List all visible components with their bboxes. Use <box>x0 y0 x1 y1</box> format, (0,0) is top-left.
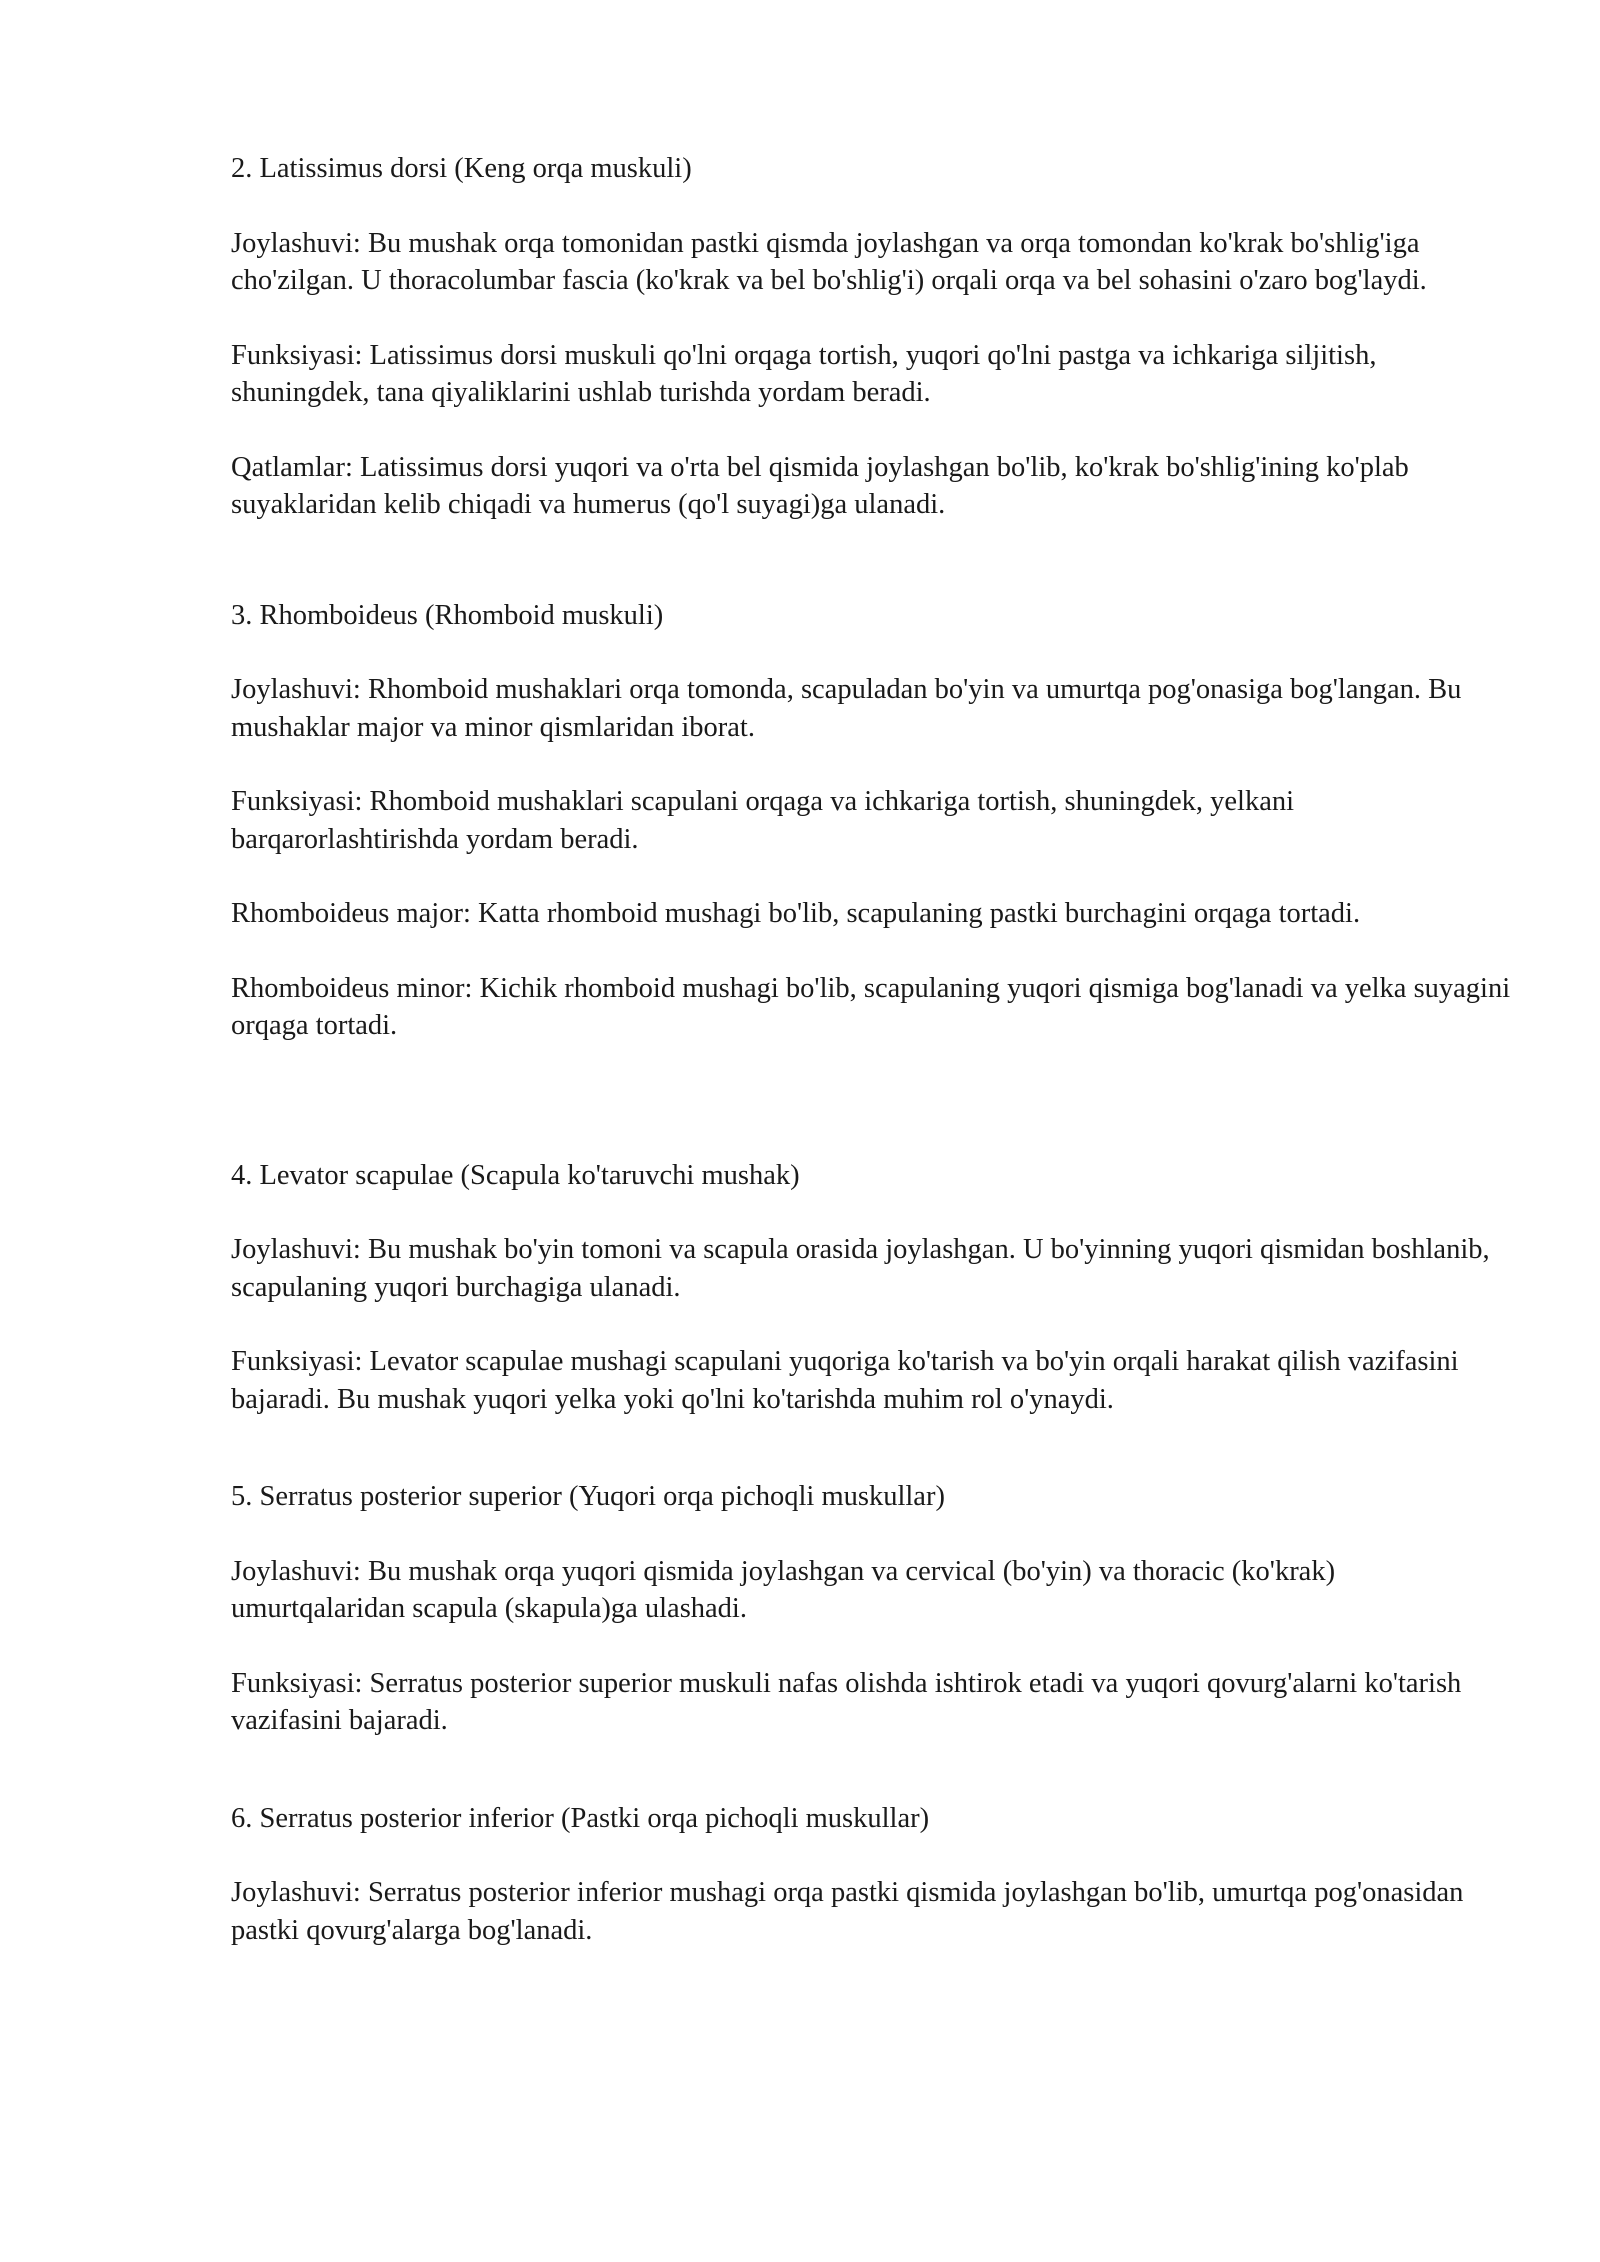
paragraph-levator-function: Funksiyasi: Levator scapulae mushagi scapulani yuqoriga ko'tarish va bo'yin orqali harakat qilish vazifasini bajaradi. Bu mushak yuqori yelka yoki qo'lni ko'tarishda muhim rol o'ynaydi. <box>231 1346 1459 1415</box>
paragraph-rhomboideus-location: Joylashuvi: Rhomboid mushaklari orqa tomonda, scapuladan bo'yin va umurtqa pog'onasiga bog'langan. Bu mushaklar major va minor qismlaridan iborat. <box>231 674 1462 743</box>
paragraph-serratus-inferior-location: Joylashuvi: Serratus posterior inferior mushagi orqa pastki qismida joylashgan bo'lib, umurtqa pog'onasidan pastki qovurg'alarga bog'lanadi. <box>231 1877 1464 1946</box>
paragraph-latissimus-layers: Qatlamlar: Latissimus dorsi yuqori va o'rta bel qismida joylashgan bo'lib, ko'krak bo'shlig'ining ko'plab suyaklaridan kelib chiqadi va humerus (qo'l suyagi)ga ulanadi. <box>231 451 1409 520</box>
paragraph-rhomboideus-major: Rhomboideus major: Katta rhomboid mushagi bo'lib, scapulaning pastki burchagini orqaga tortadi. <box>231 898 1361 929</box>
paragraph-levator-location: Joylashuvi: Bu mushak bo'yin tomoni va scapula orasida joylashgan. U bo'yinning yuqori qismidan boshlanib, scapulaning yuqori burchagiga ulanadi. <box>231 1234 1490 1303</box>
section-heading-rhomboideus: 3. Rhomboideus (Rhomboid muskuli) <box>231 599 664 631</box>
paragraph-rhomboideus-function: Funksiyasi: Rhomboid mushaklari scapulani orqaga va ichkariga tortish, shuningdek, yelkani barqarorlashtirishda yordam beradi. <box>231 786 1295 855</box>
paragraph-latissimus-function: Funksiyasi: Latissimus dorsi muskuli qo'lni orqaga tortish, yuqori qo'lni pastga va ichkariga siljitish, shuningdek, tana qiyaliklarini ushlab turishda yordam beradi. <box>231 339 1377 408</box>
paragraph-rhomboideus-minor: Rhomboideus minor: Kichik rhomboid mushagi bo'lib, scapulaning yuqori qismiga bog'lanadi va yelka suyagini orqaga tortadi. <box>231 972 1511 1041</box>
paragraph-serratus-superior-location: Joylashuvi: Bu mushak orqa yuqori qismida joylashgan va cervical (bo'yin) va thoracic (ko'krak) umurtqalaridan scapula (skapula)ga ulashadi. <box>231 1555 1336 1624</box>
section-heading-serratus-superior: 5. Serratus posterior superior (Yuqori orqa pichoqli muskullar) <box>231 1481 945 1512</box>
section-heading-serratus-inferior: 6. Serratus posterior inferior (Pastki orqa pichoqli muskullar) <box>231 1802 930 1834</box>
paragraph-latissimus-location: Joylashuvi: Bu mushak orqa tomonidan pastki qismda joylashgan va orqa tomondan ko'krak bo'shlig'iga cho'zilgan. U thoracolumbar fascia (ko'krak va bel bo'shlig'i) orqali orqa va bel sohasini o'zaro bog'laydi. <box>231 227 1427 296</box>
paragraph-serratus-superior-function: Funksiyasi: Serratus posterior superior muskuli nafas olishda ishtirok etadi va yuqori qovurg'alarni ko'tarish vazifasini bajaradi. <box>231 1667 1462 1736</box>
section-heading-latissimus: 2. Latissimus dorsi (Keng orqa muskuli) <box>231 153 692 184</box>
section-heading-levator-scapulae: 4. Levator scapulae (Scapula ko'taruvchi mushak) <box>231 1159 800 1191</box>
document-body <box>231 150 1511 1949</box>
